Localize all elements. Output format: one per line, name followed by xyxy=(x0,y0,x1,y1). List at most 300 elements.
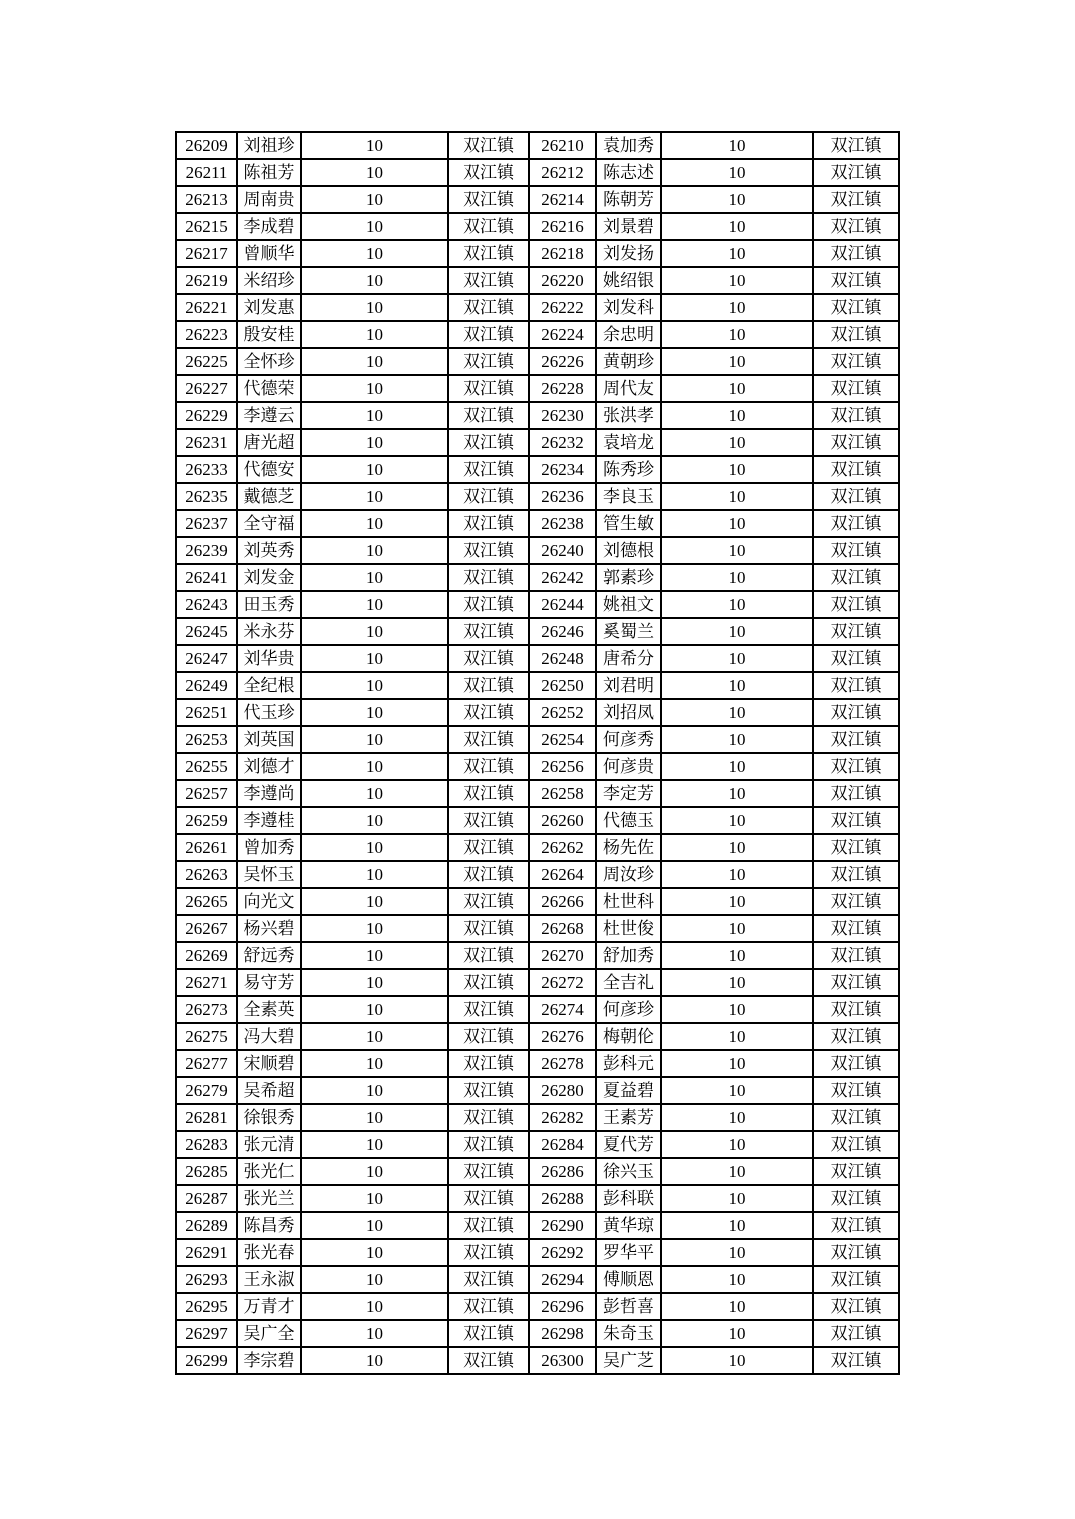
town-cell-left: 双江镇 xyxy=(448,1158,529,1185)
id-cell-left: 26239 xyxy=(176,537,237,564)
amount-cell-right: 10 xyxy=(661,996,813,1023)
town-cell-left: 双江镇 xyxy=(448,861,529,888)
name-cell-right: 刘发科 xyxy=(596,294,661,321)
town-cell-left: 双江镇 xyxy=(448,1320,529,1347)
name-cell-left: 殷安桂 xyxy=(237,321,301,348)
name-cell-left: 李宗碧 xyxy=(237,1347,301,1374)
town-cell-left: 双江镇 xyxy=(448,267,529,294)
table-row xyxy=(176,159,899,186)
id-cell-right: 26222 xyxy=(529,294,596,321)
town-cell-right: 双江镇 xyxy=(813,429,899,456)
name-cell-left: 李遵云 xyxy=(237,402,301,429)
id-cell-right: 26248 xyxy=(529,645,596,672)
amount-cell-right: 10 xyxy=(661,942,813,969)
name-cell-left: 易守芳 xyxy=(237,969,301,996)
town-cell-right: 双江镇 xyxy=(813,564,899,591)
table-row xyxy=(176,1104,899,1131)
amount-cell-left: 10 xyxy=(301,591,448,618)
table-row xyxy=(176,1023,899,1050)
table-row xyxy=(176,564,899,591)
name-cell-right: 唐希分 xyxy=(596,645,661,672)
name-cell-left: 张光仁 xyxy=(237,1158,301,1185)
id-cell-right: 26258 xyxy=(529,780,596,807)
town-cell-right: 双江镇 xyxy=(813,1023,899,1050)
town-cell-right: 双江镇 xyxy=(813,915,899,942)
amount-cell-right: 10 xyxy=(661,1212,813,1239)
name-cell-left: 田玉秀 xyxy=(237,591,301,618)
town-cell-left: 双江镇 xyxy=(448,1239,529,1266)
name-cell-left: 李遵桂 xyxy=(237,807,301,834)
id-cell-right: 26254 xyxy=(529,726,596,753)
id-cell-left: 26279 xyxy=(176,1077,237,1104)
name-cell-left: 曾顺华 xyxy=(237,240,301,267)
town-cell-right: 双江镇 xyxy=(813,645,899,672)
amount-cell-left: 10 xyxy=(301,1212,448,1239)
name-cell-left: 刘发金 xyxy=(237,564,301,591)
id-cell-left: 26257 xyxy=(176,780,237,807)
town-cell-left: 双江镇 xyxy=(448,1023,529,1050)
town-cell-left: 双江镇 xyxy=(448,942,529,969)
id-cell-left: 26251 xyxy=(176,699,237,726)
town-cell-right: 双江镇 xyxy=(813,1185,899,1212)
table-row xyxy=(176,1050,899,1077)
table-row xyxy=(176,1212,899,1239)
town-cell-left: 双江镇 xyxy=(448,915,529,942)
id-cell-left: 26247 xyxy=(176,645,237,672)
town-cell-left: 双江镇 xyxy=(448,1185,529,1212)
amount-cell-left: 10 xyxy=(301,510,448,537)
table-row xyxy=(176,969,899,996)
table-row xyxy=(176,1158,899,1185)
name-cell-right: 周代友 xyxy=(596,375,661,402)
amount-cell-left: 10 xyxy=(301,402,448,429)
id-cell-left: 26217 xyxy=(176,240,237,267)
id-cell-right: 26276 xyxy=(529,1023,596,1050)
town-cell-right: 双江镇 xyxy=(813,699,899,726)
id-cell-left: 26235 xyxy=(176,483,237,510)
table-row xyxy=(176,240,899,267)
id-cell-right: 26240 xyxy=(529,537,596,564)
id-cell-left: 26283 xyxy=(176,1131,237,1158)
town-cell-right: 双江镇 xyxy=(813,969,899,996)
name-cell-left: 吴广全 xyxy=(237,1320,301,1347)
town-cell-left: 双江镇 xyxy=(448,726,529,753)
id-cell-right: 26214 xyxy=(529,186,596,213)
name-cell-left: 米绍珍 xyxy=(237,267,301,294)
amount-cell-left: 10 xyxy=(301,699,448,726)
id-cell-left: 26229 xyxy=(176,402,237,429)
town-cell-right: 双江镇 xyxy=(813,672,899,699)
amount-cell-left: 10 xyxy=(301,240,448,267)
id-cell-left: 26281 xyxy=(176,1104,237,1131)
table-row xyxy=(176,996,899,1023)
table-row xyxy=(176,348,899,375)
table-row xyxy=(176,834,899,861)
amount-cell-right: 10 xyxy=(661,915,813,942)
id-cell-right: 26292 xyxy=(529,1239,596,1266)
name-cell-left: 刘德才 xyxy=(237,753,301,780)
amount-cell-left: 10 xyxy=(301,996,448,1023)
amount-cell-left: 10 xyxy=(301,969,448,996)
town-cell-left: 双江镇 xyxy=(448,537,529,564)
name-cell-right: 吴广芝 xyxy=(596,1347,661,1374)
town-cell-left: 双江镇 xyxy=(448,807,529,834)
town-cell-right: 双江镇 xyxy=(813,510,899,537)
table-body xyxy=(176,132,899,1374)
id-cell-left: 26211 xyxy=(176,159,237,186)
id-cell-left: 26297 xyxy=(176,1320,237,1347)
name-cell-right: 余忠明 xyxy=(596,321,661,348)
id-cell-left: 26293 xyxy=(176,1266,237,1293)
name-cell-left: 戴德芝 xyxy=(237,483,301,510)
amount-cell-left: 10 xyxy=(301,1050,448,1077)
town-cell-right: 双江镇 xyxy=(813,537,899,564)
table-row xyxy=(176,1320,899,1347)
amount-cell-right: 10 xyxy=(661,294,813,321)
id-cell-right: 26288 xyxy=(529,1185,596,1212)
name-cell-left: 陈祖芳 xyxy=(237,159,301,186)
id-cell-left: 26271 xyxy=(176,969,237,996)
town-cell-left: 双江镇 xyxy=(448,1050,529,1077)
table-row xyxy=(176,1266,899,1293)
amount-cell-right: 10 xyxy=(661,1158,813,1185)
id-cell-right: 26242 xyxy=(529,564,596,591)
town-cell-left: 双江镇 xyxy=(448,645,529,672)
id-cell-right: 26260 xyxy=(529,807,596,834)
name-cell-right: 朱奇玉 xyxy=(596,1320,661,1347)
name-cell-right: 陈志述 xyxy=(596,159,661,186)
amount-cell-right: 10 xyxy=(661,213,813,240)
town-cell-right: 双江镇 xyxy=(813,888,899,915)
name-cell-right: 梅朝伦 xyxy=(596,1023,661,1050)
amount-cell-left: 10 xyxy=(301,1347,448,1374)
amount-cell-left: 10 xyxy=(301,1023,448,1050)
id-cell-right: 26228 xyxy=(529,375,596,402)
table-row xyxy=(176,699,899,726)
table-row xyxy=(176,132,899,159)
id-cell-left: 26219 xyxy=(176,267,237,294)
name-cell-right: 刘德根 xyxy=(596,537,661,564)
amount-cell-right: 10 xyxy=(661,1050,813,1077)
town-cell-left: 双江镇 xyxy=(448,159,529,186)
town-cell-right: 双江镇 xyxy=(813,483,899,510)
town-cell-left: 双江镇 xyxy=(448,1347,529,1374)
town-cell-left: 双江镇 xyxy=(448,753,529,780)
name-cell-right: 夏代芳 xyxy=(596,1131,661,1158)
name-cell-right: 刘招凤 xyxy=(596,699,661,726)
town-cell-left: 双江镇 xyxy=(448,969,529,996)
name-cell-right: 彭科联 xyxy=(596,1185,661,1212)
amount-cell-right: 10 xyxy=(661,321,813,348)
town-cell-left: 双江镇 xyxy=(448,1212,529,1239)
id-cell-right: 26212 xyxy=(529,159,596,186)
name-cell-left: 宋顺碧 xyxy=(237,1050,301,1077)
amount-cell-right: 10 xyxy=(661,672,813,699)
town-cell-left: 双江镇 xyxy=(448,456,529,483)
id-cell-right: 26216 xyxy=(529,213,596,240)
name-cell-left: 米永芬 xyxy=(237,618,301,645)
town-cell-left: 双江镇 xyxy=(448,1077,529,1104)
name-cell-right: 全吉礼 xyxy=(596,969,661,996)
id-cell-left: 26255 xyxy=(176,753,237,780)
id-cell-left: 26231 xyxy=(176,429,237,456)
town-cell-right: 双江镇 xyxy=(813,1158,899,1185)
id-cell-right: 26210 xyxy=(529,132,596,159)
table-row xyxy=(176,915,899,942)
town-cell-right: 双江镇 xyxy=(813,321,899,348)
id-cell-right: 26232 xyxy=(529,429,596,456)
amount-cell-right: 10 xyxy=(661,780,813,807)
name-cell-right: 周汝珍 xyxy=(596,861,661,888)
town-cell-left: 双江镇 xyxy=(448,213,529,240)
amount-cell-left: 10 xyxy=(301,1266,448,1293)
name-cell-right: 李定芳 xyxy=(596,780,661,807)
amount-cell-right: 10 xyxy=(661,456,813,483)
amount-cell-left: 10 xyxy=(301,294,448,321)
amount-cell-right: 10 xyxy=(661,861,813,888)
town-cell-right: 双江镇 xyxy=(813,186,899,213)
name-cell-left: 张元清 xyxy=(237,1131,301,1158)
name-cell-right: 袁培龙 xyxy=(596,429,661,456)
name-cell-left: 全怀珍 xyxy=(237,348,301,375)
table-row xyxy=(176,942,899,969)
name-cell-left: 冯大碧 xyxy=(237,1023,301,1050)
id-cell-right: 26274 xyxy=(529,996,596,1023)
roster-table xyxy=(175,131,900,1375)
id-cell-left: 26225 xyxy=(176,348,237,375)
amount-cell-right: 10 xyxy=(661,699,813,726)
id-cell-left: 26215 xyxy=(176,213,237,240)
table-row xyxy=(176,1131,899,1158)
town-cell-right: 双江镇 xyxy=(813,1050,899,1077)
name-cell-right: 彭哲喜 xyxy=(596,1293,661,1320)
name-cell-right: 杜世科 xyxy=(596,888,661,915)
amount-cell-right: 10 xyxy=(661,969,813,996)
town-cell-right: 双江镇 xyxy=(813,159,899,186)
amount-cell-left: 10 xyxy=(301,321,448,348)
id-cell-left: 26241 xyxy=(176,564,237,591)
name-cell-left: 李遵尚 xyxy=(237,780,301,807)
table-row xyxy=(176,267,899,294)
id-cell-right: 26226 xyxy=(529,348,596,375)
amount-cell-left: 10 xyxy=(301,726,448,753)
name-cell-right: 郭素珍 xyxy=(596,564,661,591)
table-row xyxy=(176,294,899,321)
amount-cell-left: 10 xyxy=(301,780,448,807)
table-row xyxy=(176,456,899,483)
amount-cell-right: 10 xyxy=(661,1131,813,1158)
id-cell-right: 26278 xyxy=(529,1050,596,1077)
town-cell-right: 双江镇 xyxy=(813,942,899,969)
table-row xyxy=(176,591,899,618)
name-cell-left: 唐光超 xyxy=(237,429,301,456)
town-cell-left: 双江镇 xyxy=(448,240,529,267)
id-cell-right: 26262 xyxy=(529,834,596,861)
id-cell-left: 26275 xyxy=(176,1023,237,1050)
amount-cell-right: 10 xyxy=(661,1077,813,1104)
id-cell-left: 26245 xyxy=(176,618,237,645)
amount-cell-right: 10 xyxy=(661,240,813,267)
id-cell-left: 26263 xyxy=(176,861,237,888)
amount-cell-right: 10 xyxy=(661,159,813,186)
town-cell-left: 双江镇 xyxy=(448,1131,529,1158)
amount-cell-left: 10 xyxy=(301,375,448,402)
id-cell-left: 26213 xyxy=(176,186,237,213)
amount-cell-right: 10 xyxy=(661,510,813,537)
amount-cell-right: 10 xyxy=(661,1347,813,1374)
name-cell-right: 姚绍银 xyxy=(596,267,661,294)
town-cell-left: 双江镇 xyxy=(448,402,529,429)
name-cell-left: 吴希超 xyxy=(237,1077,301,1104)
id-cell-left: 26261 xyxy=(176,834,237,861)
amount-cell-left: 10 xyxy=(301,1131,448,1158)
name-cell-left: 刘英国 xyxy=(237,726,301,753)
amount-cell-right: 10 xyxy=(661,132,813,159)
amount-cell-left: 10 xyxy=(301,888,448,915)
table-row xyxy=(176,672,899,699)
town-cell-left: 双江镇 xyxy=(448,1293,529,1320)
town-cell-left: 双江镇 xyxy=(448,996,529,1023)
name-cell-right: 何彦秀 xyxy=(596,726,661,753)
id-cell-right: 26220 xyxy=(529,267,596,294)
name-cell-left: 杨兴碧 xyxy=(237,915,301,942)
table-row xyxy=(176,753,899,780)
id-cell-left: 26273 xyxy=(176,996,237,1023)
town-cell-right: 双江镇 xyxy=(813,780,899,807)
amount-cell-left: 10 xyxy=(301,915,448,942)
name-cell-right: 徐兴玉 xyxy=(596,1158,661,1185)
amount-cell-right: 10 xyxy=(661,483,813,510)
table-row xyxy=(176,726,899,753)
amount-cell-left: 10 xyxy=(301,1104,448,1131)
id-cell-left: 26227 xyxy=(176,375,237,402)
table-row xyxy=(176,780,899,807)
id-cell-right: 26284 xyxy=(529,1131,596,1158)
town-cell-right: 双江镇 xyxy=(813,1104,899,1131)
id-cell-right: 26270 xyxy=(529,942,596,969)
amount-cell-left: 10 xyxy=(301,213,448,240)
id-cell-right: 26250 xyxy=(529,672,596,699)
town-cell-left: 双江镇 xyxy=(448,429,529,456)
amount-cell-left: 10 xyxy=(301,753,448,780)
town-cell-left: 双江镇 xyxy=(448,483,529,510)
amount-cell-left: 10 xyxy=(301,1239,448,1266)
town-cell-left: 双江镇 xyxy=(448,699,529,726)
town-cell-right: 双江镇 xyxy=(813,1320,899,1347)
id-cell-right: 26300 xyxy=(529,1347,596,1374)
town-cell-right: 双江镇 xyxy=(813,267,899,294)
name-cell-left: 舒远秀 xyxy=(237,942,301,969)
town-cell-right: 双江镇 xyxy=(813,861,899,888)
name-cell-left: 全素英 xyxy=(237,996,301,1023)
name-cell-right: 杨先佐 xyxy=(596,834,661,861)
amount-cell-left: 10 xyxy=(301,348,448,375)
name-cell-right: 奚蜀兰 xyxy=(596,618,661,645)
town-cell-left: 双江镇 xyxy=(448,672,529,699)
name-cell-left: 张光兰 xyxy=(237,1185,301,1212)
name-cell-left: 刘华贵 xyxy=(237,645,301,672)
id-cell-left: 26289 xyxy=(176,1212,237,1239)
id-cell-right: 26282 xyxy=(529,1104,596,1131)
name-cell-right: 刘景碧 xyxy=(596,213,661,240)
table-row xyxy=(176,186,899,213)
amount-cell-left: 10 xyxy=(301,267,448,294)
town-cell-left: 双江镇 xyxy=(448,375,529,402)
amount-cell-right: 10 xyxy=(661,645,813,672)
name-cell-right: 夏益碧 xyxy=(596,1077,661,1104)
town-cell-left: 双江镇 xyxy=(448,294,529,321)
id-cell-right: 26264 xyxy=(529,861,596,888)
amount-cell-right: 10 xyxy=(661,726,813,753)
name-cell-left: 张光春 xyxy=(237,1239,301,1266)
id-cell-right: 26272 xyxy=(529,969,596,996)
amount-cell-left: 10 xyxy=(301,186,448,213)
town-cell-left: 双江镇 xyxy=(448,591,529,618)
id-cell-left: 26221 xyxy=(176,294,237,321)
id-cell-left: 26233 xyxy=(176,456,237,483)
id-cell-left: 26249 xyxy=(176,672,237,699)
id-cell-right: 26234 xyxy=(529,456,596,483)
id-cell-right: 26238 xyxy=(529,510,596,537)
id-cell-left: 26259 xyxy=(176,807,237,834)
town-cell-left: 双江镇 xyxy=(448,780,529,807)
id-cell-right: 26224 xyxy=(529,321,596,348)
id-cell-right: 26236 xyxy=(529,483,596,510)
id-cell-right: 26266 xyxy=(529,888,596,915)
table-row xyxy=(176,375,899,402)
table-row xyxy=(176,1077,899,1104)
name-cell-right: 傅顺恩 xyxy=(596,1266,661,1293)
table-row xyxy=(176,807,899,834)
id-cell-right: 26286 xyxy=(529,1158,596,1185)
name-cell-right: 王素芳 xyxy=(596,1104,661,1131)
table-row xyxy=(176,402,899,429)
name-cell-right: 舒加秀 xyxy=(596,942,661,969)
id-cell-left: 26223 xyxy=(176,321,237,348)
table-row xyxy=(176,1185,899,1212)
id-cell-left: 26209 xyxy=(176,132,237,159)
id-cell-right: 26280 xyxy=(529,1077,596,1104)
name-cell-right: 罗华平 xyxy=(596,1239,661,1266)
id-cell-right: 26256 xyxy=(529,753,596,780)
table-row xyxy=(176,645,899,672)
id-cell-left: 26237 xyxy=(176,510,237,537)
name-cell-right: 黄朝珍 xyxy=(596,348,661,375)
name-cell-right: 管生敏 xyxy=(596,510,661,537)
amount-cell-left: 10 xyxy=(301,429,448,456)
amount-cell-right: 10 xyxy=(661,402,813,429)
town-cell-right: 双江镇 xyxy=(813,402,899,429)
amount-cell-left: 10 xyxy=(301,1077,448,1104)
name-cell-right: 张洪孝 xyxy=(596,402,661,429)
name-cell-right: 黄华琼 xyxy=(596,1212,661,1239)
town-cell-right: 双江镇 xyxy=(813,618,899,645)
amount-cell-left: 10 xyxy=(301,537,448,564)
name-cell-left: 全守福 xyxy=(237,510,301,537)
id-cell-left: 26253 xyxy=(176,726,237,753)
town-cell-right: 双江镇 xyxy=(813,1266,899,1293)
id-cell-right: 26296 xyxy=(529,1293,596,1320)
amount-cell-left: 10 xyxy=(301,672,448,699)
name-cell-right: 陈秀珍 xyxy=(596,456,661,483)
name-cell-right: 陈朝芳 xyxy=(596,186,661,213)
amount-cell-right: 10 xyxy=(661,807,813,834)
name-cell-left: 徐银秀 xyxy=(237,1104,301,1131)
amount-cell-right: 10 xyxy=(661,537,813,564)
amount-cell-left: 10 xyxy=(301,564,448,591)
name-cell-right: 杜世俊 xyxy=(596,915,661,942)
town-cell-left: 双江镇 xyxy=(448,1266,529,1293)
